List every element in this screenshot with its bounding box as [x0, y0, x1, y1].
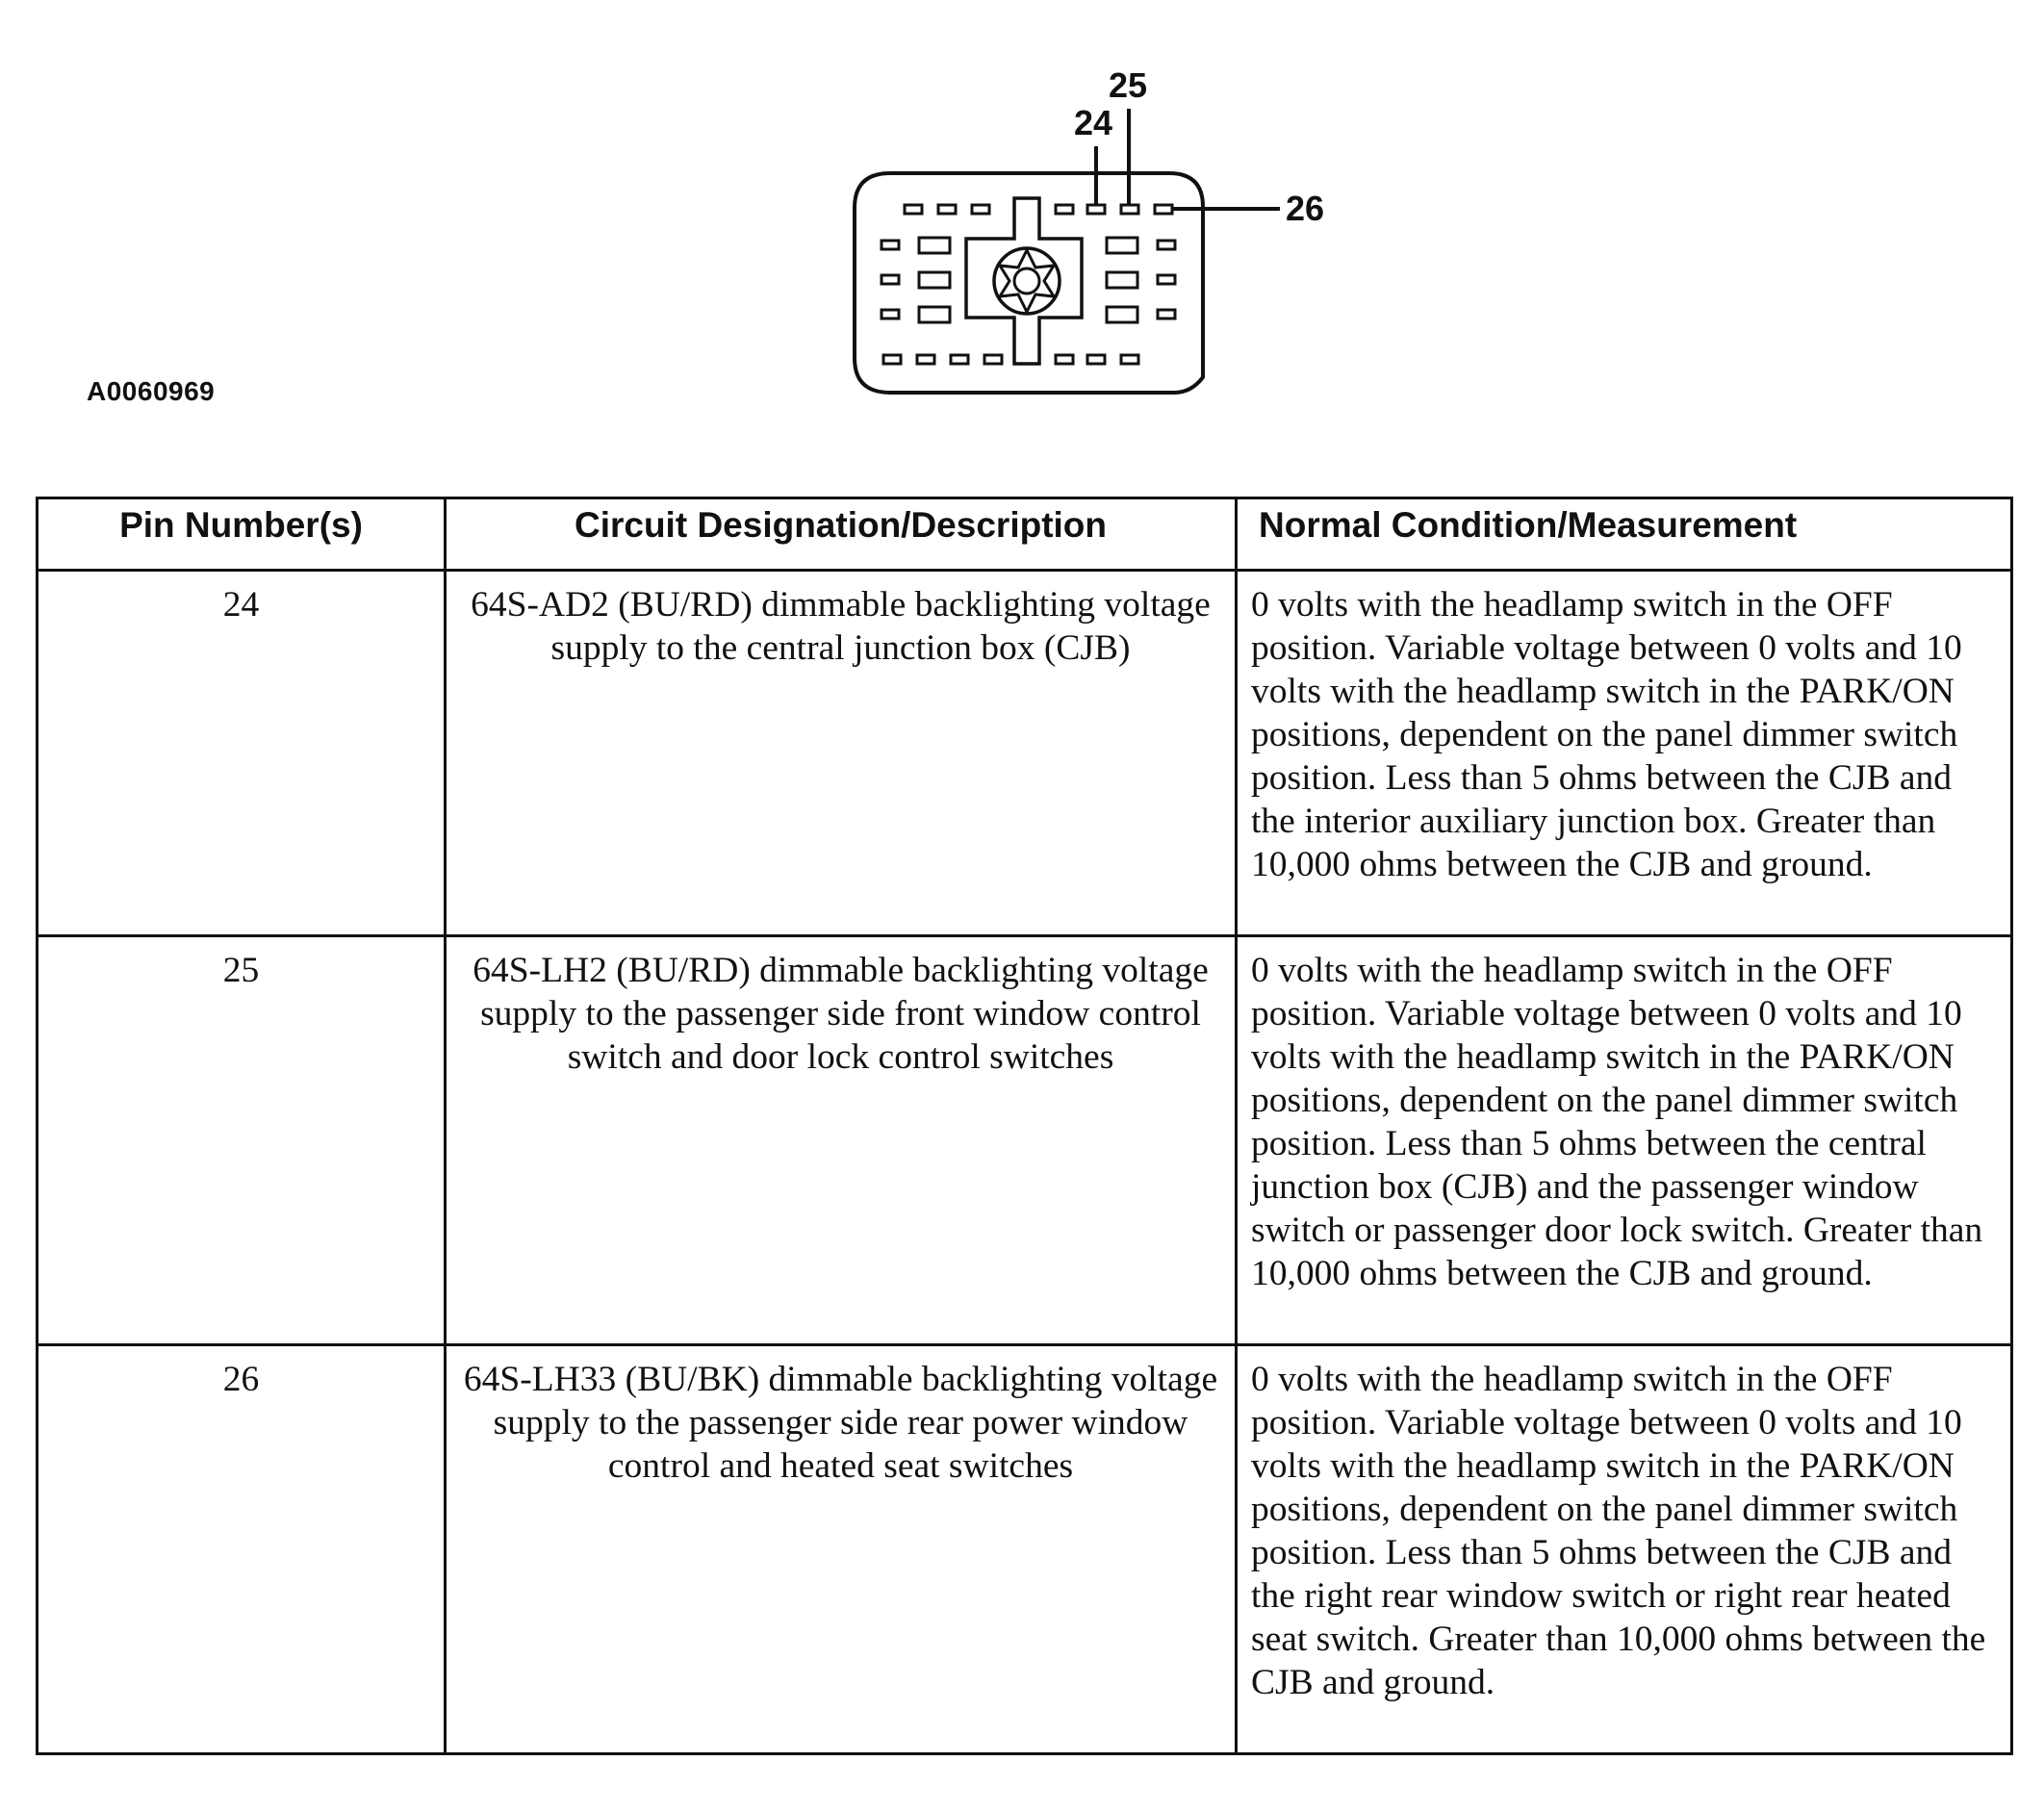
measurement-cell: 0 volts with the headlamp switch in the OFF position. Variable voltage between 0 volts and 10 volts with the headlamp switch in the PARK/ON positions, dependent on the panel dimmer switch position. Less than 5 ohms between the CJB and the interior auxiliary junction box. Greater than 10,000 ohms between the CJB and ground.	[1237, 571, 2012, 936]
pin-number-cell: 26	[38, 1345, 446, 1754]
table-row	[38, 1345, 2012, 1754]
connector-left-pins	[881, 238, 950, 322]
pinout-table	[36, 497, 2013, 1755]
connector-diagram	[0, 0, 2044, 462]
table-row	[38, 571, 2012, 936]
header-normal-condition: Normal Condition/Measurement	[1237, 498, 2012, 571]
pin-label-25: 25	[1109, 65, 1148, 105]
pin-number-cell: 25	[38, 936, 446, 1345]
table-header-row	[38, 498, 2012, 571]
connector-locator-icon	[994, 248, 1060, 314]
figure-id: A0060969	[87, 376, 216, 406]
measurement-cell: 0 volts with the headlamp switch in the OFF position. Variable voltage between 0 volts and 10 volts with the headlamp switch in the PARK/ON positions, dependent on the panel dimmer switch position. Less than 5 ohms between the central junction box (CJB) and the passenger window switch or passenger door lock switch. Greater than 10,000 ohms between the CJB and ground.	[1237, 936, 2012, 1345]
pin-label-24: 24	[1074, 103, 1113, 142]
circuit-description-cell: 64S-AD2 (BU/RD) dimmable backlighting voltage supply to the central junction box (CJB)	[446, 571, 1237, 936]
circuit-description-cell: 64S-LH33 (BU/BK) dimmable backlighting voltage supply to the passenger side rear power window control and heated seat switches	[446, 1345, 1237, 1754]
header-pin-number: Pin Number(s)	[38, 498, 446, 571]
table-row	[38, 936, 2012, 1345]
pin-number-cell: 24	[38, 571, 446, 936]
circuit-description-cell: 64S-LH2 (BU/RD) dimmable backlighting voltage supply to the passenger side front window control switch and door lock control switches	[446, 936, 1237, 1345]
pin-leader-lines	[1096, 109, 1280, 209]
header-circuit-description: Circuit Designation/Description	[446, 498, 1237, 571]
pin-label-26: 26	[1286, 189, 1325, 228]
measurement-cell: 0 volts with the headlamp switch in the OFF position. Variable voltage between 0 volts and 10 volts with the headlamp switch in the PARK/ON positions, dependent on the panel dimmer switch position. Less than 5 ohms between the CJB and the right rear window switch or right rear heated seat switch. Greater than 10,000 ohms between the CJB and ground.	[1237, 1345, 2012, 1754]
connector-right-pins	[1107, 238, 1175, 322]
connector-bottom-pins	[883, 355, 1138, 364]
connector-key-housing	[966, 198, 1082, 364]
